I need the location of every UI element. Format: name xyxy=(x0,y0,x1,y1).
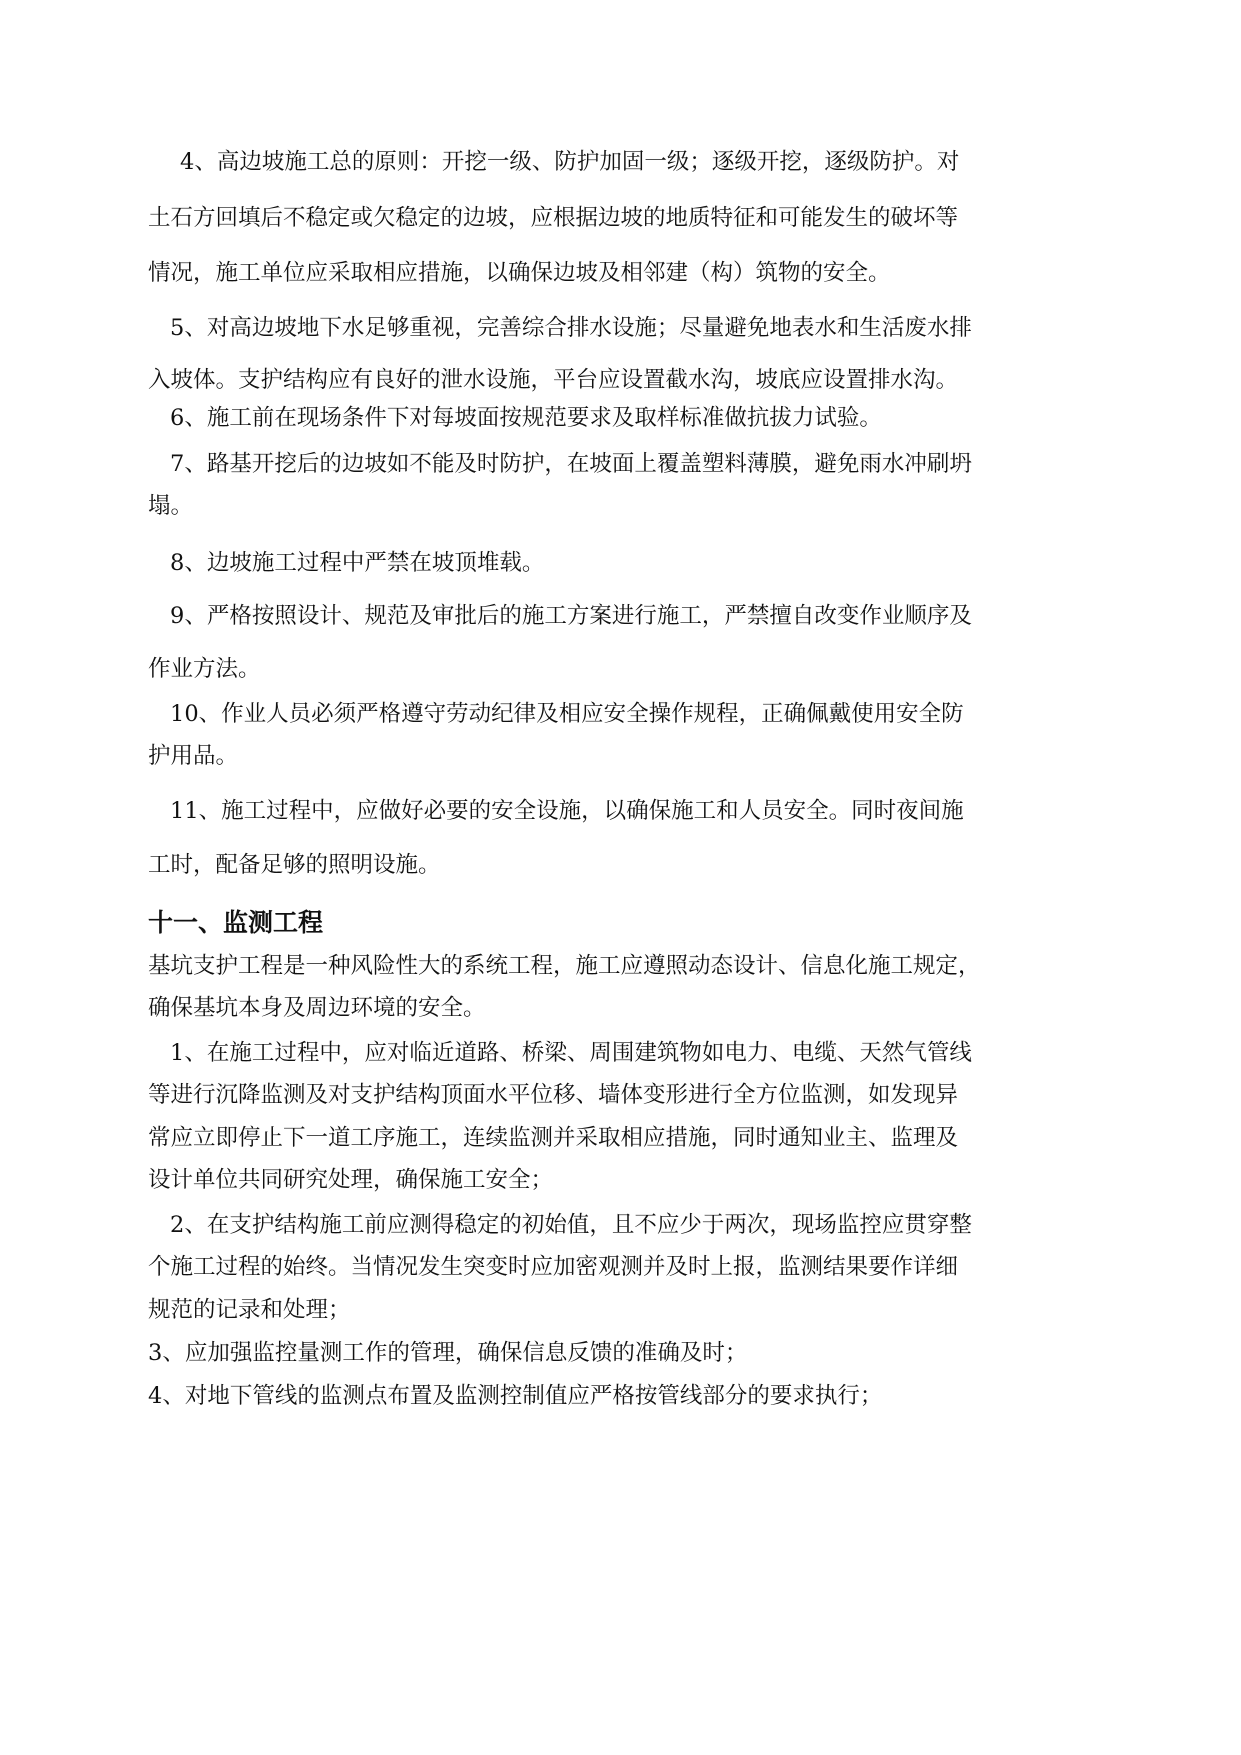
paragraph-line: 7、路基开挖后的边坡如不能及时防护，在坡面上覆盖塑料薄膜，避免雨水冲刷坍 xyxy=(170,451,972,477)
section-heading: 十一、监测工程 xyxy=(148,908,324,937)
paragraph-line: 情况，施工单位应采取相应措施，以确保边坡及相邻建（构）筑物的安全。 xyxy=(148,260,891,286)
paragraph-line: 2、在支护结构施工前应测得稳定的初始值，且不应少于两次，现场监控应贯穿整 xyxy=(170,1212,972,1238)
paragraph-line: 确保基坑本身及周边环境的安全。 xyxy=(148,995,486,1021)
paragraph-line: 作业方法。 xyxy=(148,656,261,682)
paragraph-line: 个施工过程的始终。当情况发生突变时应加密观测并及时上报，监测结果要作详细 xyxy=(148,1254,959,1280)
paragraph-line: 等进行沉降监测及对支护结构顶面水平位移、墙体变形进行全方位监测，如发现异 xyxy=(148,1082,959,1108)
paragraph-line: 设计单位共同研究处理，确保施工安全； xyxy=(148,1167,554,1193)
paragraph-line: 工时，配备足够的照明设施。 xyxy=(148,852,441,878)
paragraph-line: 基坑支护工程是一种风险性大的系统工程，施工应遵照动态设计、信息化施工规定， xyxy=(148,953,981,979)
paragraph-line: 11、施工过程中，应做好必要的安全设施，以确保施工和人员安全。同时夜间施 xyxy=(170,798,964,824)
paragraph-line: 规范的记录和处理； xyxy=(148,1297,351,1323)
paragraph-line: 5、对高边坡地下水足够重视，完善综合排水设施；尽量避免地表水和生活废水排 xyxy=(170,315,972,341)
paragraph-line: 3、应加强监控量测工作的管理，确保信息反馈的准确及时； xyxy=(148,1340,748,1366)
paragraph-line: 1、在施工过程中，应对临近道路、桥梁、周围建筑物如电力、电缆、天然气管线 xyxy=(170,1040,972,1066)
paragraph-line: 土石方回填后不稳定或欠稳定的边坡，应根据边坡的地质特征和可能发生的破坏等 xyxy=(148,205,959,231)
paragraph-line: 10、作业人员必须严格遵守劳动纪律及相应安全操作规程，正确佩戴使用安全防 xyxy=(170,701,964,727)
paragraph-line: 4、高边坡施工总的原则：开挖一级、防护加固一级；逐级开挖，逐级防护。对 xyxy=(180,149,960,175)
paragraph-line: 护用品。 xyxy=(148,743,239,769)
paragraph-line: 6、施工前在现场条件下对每坡面按规范要求及取样标准做抗拔力试验。 xyxy=(170,405,882,431)
paragraph-line: 4、对地下管线的监测点布置及监测控制值应严格按管线部分的要求执行； xyxy=(148,1383,883,1409)
paragraph-line: 塌。 xyxy=(148,493,194,519)
paragraph-line: 入坡体。支护结构应有良好的泄水设施，平台应设置截水沟，坡底应设置排水沟。 xyxy=(148,367,959,393)
paragraph-line: 常应立即停止下一道工序施工，连续监测并采取相应措施，同时通知业主、监理及 xyxy=(148,1125,959,1151)
paragraph-line: 8、边坡施工过程中严禁在坡顶堆载。 xyxy=(170,550,545,576)
paragraph-line: 9、严格按照设计、规范及审批后的施工方案进行施工，严禁擅自改变作业顺序及 xyxy=(170,603,972,629)
